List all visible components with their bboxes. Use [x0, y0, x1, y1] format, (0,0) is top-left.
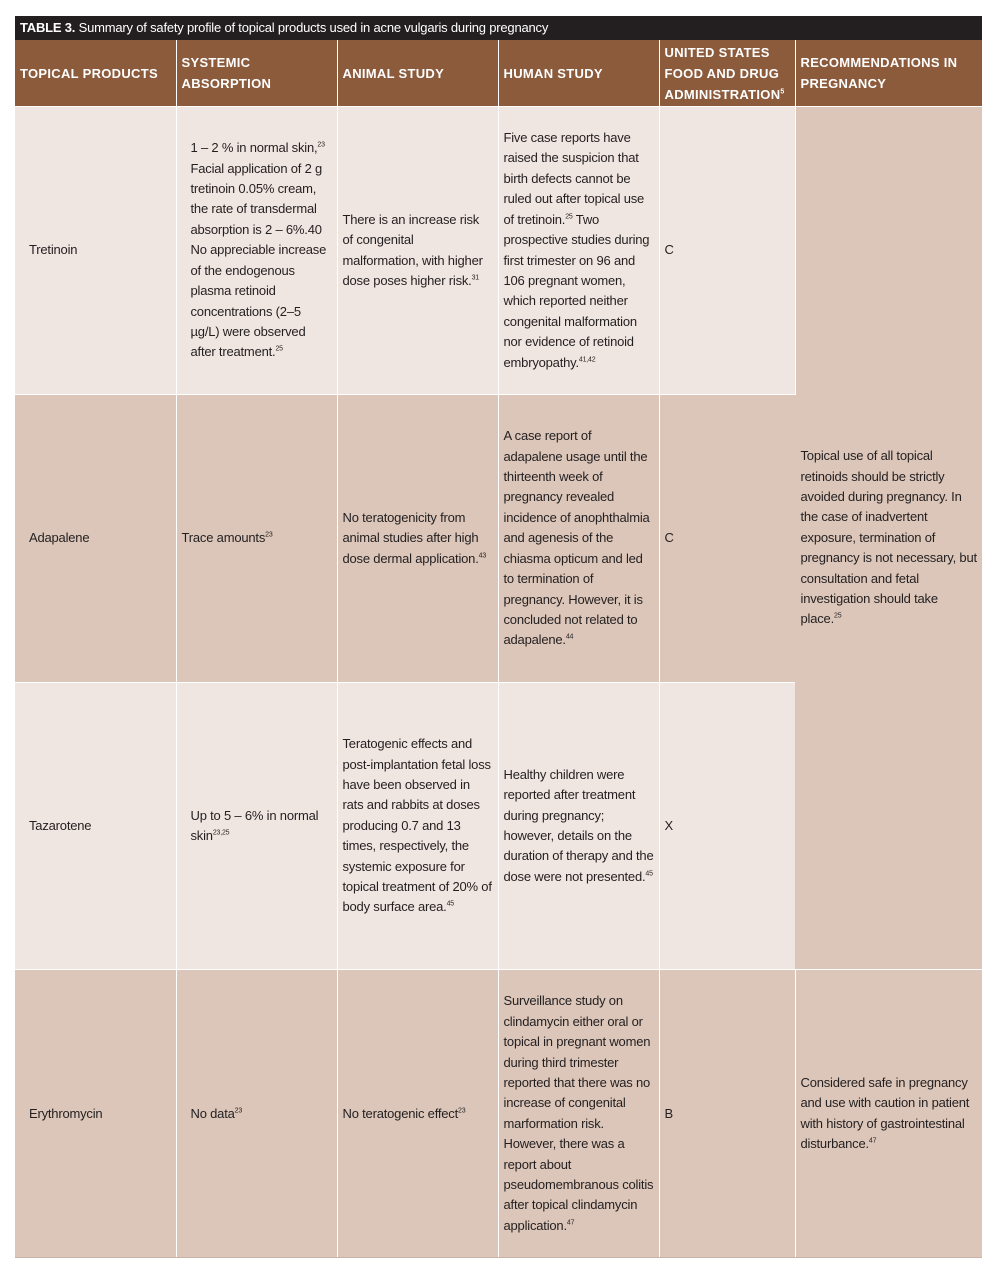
cell-text: Healthy children were reported after treatment during pregnancy; however, details on the duration of therapy and the dose were not presented.: [503, 766, 654, 884]
cell-ref: 23: [265, 531, 273, 539]
cell-ref: 45: [645, 870, 653, 878]
cell-ref: 43: [478, 552, 487, 560]
cell-ref: 47: [566, 1219, 575, 1227]
cell-ref: 31: [471, 274, 479, 282]
cell-ref: 44: [565, 634, 574, 641]
cell-product: Erythromycin: [15, 970, 176, 1258]
cell-text: Facial application of 2 g tretinoin 0.05% cream, the rate of transdermal absorption is 2 – 6%.40 No appreciable increase of the endogenous plasma retinoid concentrations (2–5 µg/L) were observed after treatment.: [190, 160, 327, 360]
cell-human: [498, 683, 659, 970]
cell-fda: C: [659, 107, 795, 395]
cell-human: [498, 395, 659, 683]
table-row: [15, 970, 982, 1258]
cell-ref: 41,42: [578, 356, 596, 364]
safety-table: [15, 40, 982, 1258]
header-row: [15, 40, 982, 107]
cell-recommendation: [795, 970, 982, 1258]
cell-text: Considered safe in pregnancy and use with caution in patient with history of gastrointestinal disturbance.: [800, 1074, 970, 1152]
cell-ref: 23: [317, 141, 325, 149]
cell-product: Tazarotene: [15, 683, 176, 970]
cell-absorption: [176, 395, 337, 683]
table-title-text: Summary of safety profile of topical products used in acne vulgaris during pregnancy: [78, 20, 549, 35]
header-fda-ref: 5: [780, 88, 785, 96]
cell-product: Adapalene: [15, 395, 176, 683]
table-container: [15, 16, 982, 1258]
table-row: [15, 107, 982, 395]
cell-animal: [337, 395, 498, 683]
cell-human: [498, 107, 659, 395]
cell-animal: [337, 683, 498, 970]
cell-ref: 23: [234, 1107, 243, 1115]
cell-text: Five case reports have raised the suspicion that birth defects cannot be ruled out after topical use of tretinoin.: [503, 130, 645, 227]
cell-text: Topical use of all topical retinoids should be strictly avoided during pregnancy. In the case of inadvertent exposure, termination of pregnancy is not necessary, but consultation and fetal investigation should take place.: [800, 448, 977, 627]
header-fda: [659, 40, 795, 107]
cell-text: Trace amounts: [181, 530, 266, 546]
cell-human: [498, 970, 659, 1258]
cell-absorption: [176, 970, 337, 1258]
cell-absorption: [176, 107, 337, 395]
cell-text: Two prospective studies during first trimester on 96 and 106 pregnant women, which reported neither congenital malformation nor evidence of retinoid embryopathy.: [503, 211, 650, 370]
cell-ref: 23,25: [212, 829, 230, 837]
header-absorption: SYSTEMIC ABSORPTION: [176, 40, 337, 107]
header-recommendation: RECOMMENDATIONS IN PREGNANCY: [795, 40, 982, 107]
header-product: TOPICAL PRODUCTS: [15, 40, 176, 107]
cell-ref: 23: [458, 1107, 466, 1115]
cell-ref: 25: [834, 613, 842, 621]
cell-fda: C: [659, 395, 795, 683]
cell-ref: 45: [446, 901, 454, 909]
header-fda-text: UNITED STATES FOOD AND DRUG ADMINISTRATION: [664, 44, 781, 102]
cell-text: No data: [190, 1105, 235, 1121]
cell-text: A case report of adapalene usage until the thirteenth week of pregnancy revealed incidence of anophthalmia and agenesis of the chiasma opticum and led to termination of pregnancy. However, it is concluded not related to adapalene.: [503, 428, 650, 648]
cell-absorption: [176, 683, 337, 970]
cell-text: There is an increase risk of congenital malformation, with higher dose poses higher risk.: [342, 211, 483, 288]
cell-product: Tretinoin: [15, 107, 176, 395]
table-bottom-rule: [15, 1257, 982, 1258]
table-title: [15, 16, 982, 40]
cell-ref: 47: [868, 1137, 877, 1145]
cell-text: Up to 5 – 6% in normal skin: [190, 807, 319, 843]
cell-ref: 25: [565, 213, 573, 221]
cell-text: Teratogenic effects and post-implantation fetal loss have been observed in rats and rabbits at doses producing 0.7 and 13 times, respectively, the systemic exposure for topical treatment of 20% of body surface area.: [342, 736, 492, 915]
cell-animal: [337, 107, 498, 395]
cell-fda: B: [659, 970, 795, 1258]
cell-animal: [337, 970, 498, 1258]
cell-text: No teratogenicity from animal studies after high dose dermal application.: [342, 509, 479, 566]
table-title-label: TABLE 3.: [20, 20, 76, 35]
header-human: HUMAN STUDY: [498, 40, 659, 107]
cell-text: No teratogenic effect: [342, 1105, 459, 1121]
cell-text: 1 – 2 % in normal skin,: [190, 140, 318, 156]
cell-ref: 25: [275, 346, 283, 353]
header-animal: ANIMAL STUDY: [337, 40, 498, 107]
cell-fda: X: [659, 683, 795, 970]
cell-recommendation-retinoids: [795, 107, 982, 970]
cell-text: Surveillance study on clindamycin either oral or topical in pregnant women during third trimester reported that there was no increase of congenital marformation risk. However, there was a report about pseudomembranous colitis after topical clindamycin application.: [503, 993, 654, 1233]
